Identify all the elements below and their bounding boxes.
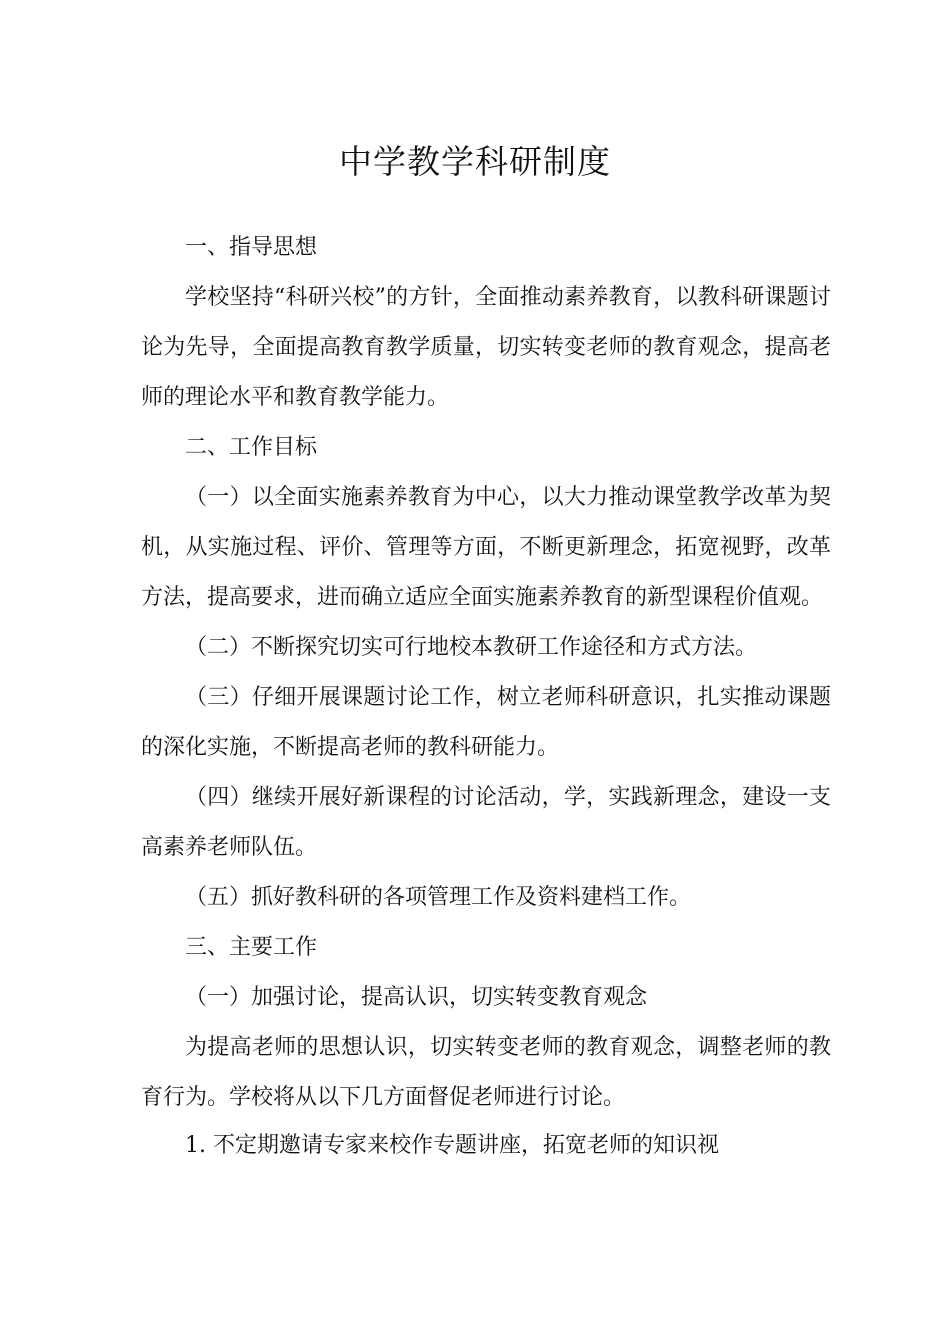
document-title: 中学教学科研制度	[339, 142, 611, 181]
document-body	[141, 223, 831, 1169]
section-heading-guiding-thought: 一、指导思想	[185, 235, 318, 260]
subsection-heading-work-1: （一）加强讨论，提高认识，切实转变教育观念	[185, 985, 648, 1010]
section-heading-main-work: 三、主要工作	[185, 935, 318, 960]
paragraph-goal-5: （五）抓好教科研的各项管理工作及资料建档工作。	[185, 885, 692, 910]
paragraph-work-1: 为提高老师的思想认识，切实转变老师的教育观念，调整老师的教育行为。学校将从以下几方面督促老师进行讨论。	[141, 1035, 831, 1110]
paragraph-guiding-thought: 学校坚持“科研兴校”的方针，全面推动素养教育，以教科研课题讨论为先导，全面提高教育教学质量，切实转变老师的教育观念，提高老师的理论水平和教育教学能力。	[141, 285, 831, 410]
paragraph-goal-3: （三）仔细开展课题讨论工作，树立老师科研意识，扎实推动课题的深化实施，不断提高老师的教科研能力。	[141, 685, 831, 760]
paragraph-goal-2: （二）不断探究切实可行地校本教研工作途径和方式方法。	[185, 635, 758, 660]
paragraph-goal-4: （四）继续开展好新课程的讨论活动，学，实践新理念，建设一支高素养老师队伍。	[141, 785, 831, 860]
section-heading-work-goals: 二、工作目标	[185, 435, 318, 460]
paragraph-goal-1: （一）以全面实施素养教育为中心，以大力推动课堂教学改革为契机，从实施过程、评价、管理等方面，不断更新理念，拓宽视野，改革方法，提高要求，进而确立适应全面实施素养教育的新型课程价值观。	[141, 485, 831, 610]
list-item-1: 1. 不定期邀请专家来校作专题讲座，拓宽老师的知识视	[185, 1133, 719, 1158]
